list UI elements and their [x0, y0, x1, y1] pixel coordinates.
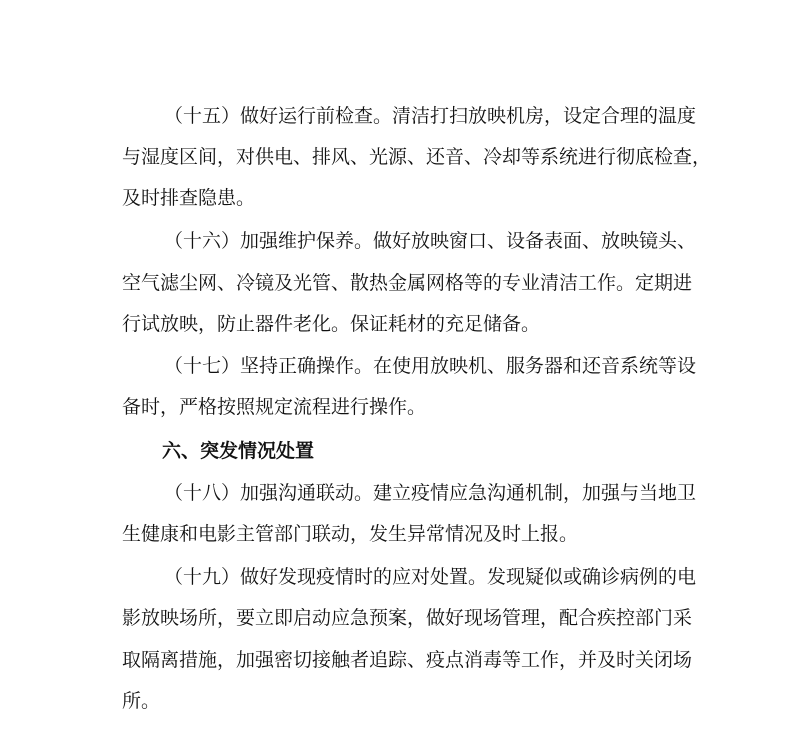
paragraph-18-first-line — [164, 473, 696, 513]
paragraph-19-first-line — [164, 557, 696, 597]
paragraph-19-line-1 — [0, 557, 793, 597]
paragraph-15-line-2 — [0, 137, 793, 177]
paragraph-16-text: 行试放映，防止器件老化。保证耗材的充足储备。 — [122, 313, 541, 335]
paragraph-19-text: 影放映场所，要立即启动应急预案，做好现场管理，配合疾控部门采 — [122, 607, 693, 629]
paragraph-19-line-3 — [0, 640, 793, 680]
paragraph-15-first-line — [164, 96, 696, 136]
paragraph-16-first-line — [164, 221, 696, 261]
paragraph-16-line-3 — [0, 304, 793, 344]
paragraph-18-lead: （十八）加强沟通联动。 — [164, 482, 374, 504]
paragraph-15-text: 与湿度区间，对供电、排风、光源、还音、冷却等系统进行彻底检查， — [122, 146, 712, 168]
paragraph-16-text: 做好放映窗口、设备表面、放映镜头、 — [373, 230, 697, 252]
paragraph-15-lead: （十五）做好运行前检查。 — [164, 105, 393, 127]
paragraph-19-text: 发现疑似或确诊病例的电 — [487, 566, 697, 588]
paragraph-15-text: 清洁打扫放映机房，设定合理的温度 — [392, 105, 697, 127]
paragraph-16-line-1 — [0, 221, 793, 261]
paragraph-19-line-4 — [0, 681, 793, 721]
paragraph-17-text: 在使用放映机、服务器和还音系统等设 — [373, 355, 697, 377]
paragraph-17-lead: （十七）坚持正确操作。 — [164, 355, 374, 377]
paragraph-15-line-3 — [0, 178, 793, 218]
paragraph-16-text: 空气滤尘网、冷镜及光管、散热金属网格等的专业清洁工作。定期进 — [122, 272, 693, 294]
paragraph-16-line-2 — [0, 263, 793, 303]
paragraph-19-text: 取隔离措施，加强密切接触者追踪、疫点消毒等工作，并及时关闭场 — [122, 649, 693, 671]
paragraph-15-text: 及时排查隐患。 — [122, 187, 256, 209]
paragraph-17-line-2 — [0, 387, 793, 427]
paragraph-19-lead: （十九）做好发现疫情时的应对处置。 — [164, 566, 488, 588]
paragraph-15-line-1 — [0, 96, 793, 136]
paragraph-17-text: 备时，严格按照规定流程进行操作。 — [122, 396, 427, 418]
paragraph-16-lead: （十六）加强维护保养。 — [164, 230, 374, 252]
paragraph-19-text: 所。 — [122, 690, 161, 712]
section-heading: 六、突发情况处置 — [162, 440, 315, 462]
paragraph-17-first-line — [164, 346, 696, 386]
paragraph-18-text: 生健康和电影主管部门联动，发生异常情况及时上报。 — [122, 523, 579, 545]
paragraph-17-line-1 — [0, 346, 793, 386]
paragraph-18-line-1 — [0, 473, 793, 513]
section-heading-line — [0, 431, 793, 471]
paragraph-19-line-2 — [0, 598, 793, 638]
paragraph-18-line-2 — [0, 514, 793, 554]
paragraph-18-text: 建立疫情应急沟通机制，加强与当地卫 — [373, 482, 697, 504]
